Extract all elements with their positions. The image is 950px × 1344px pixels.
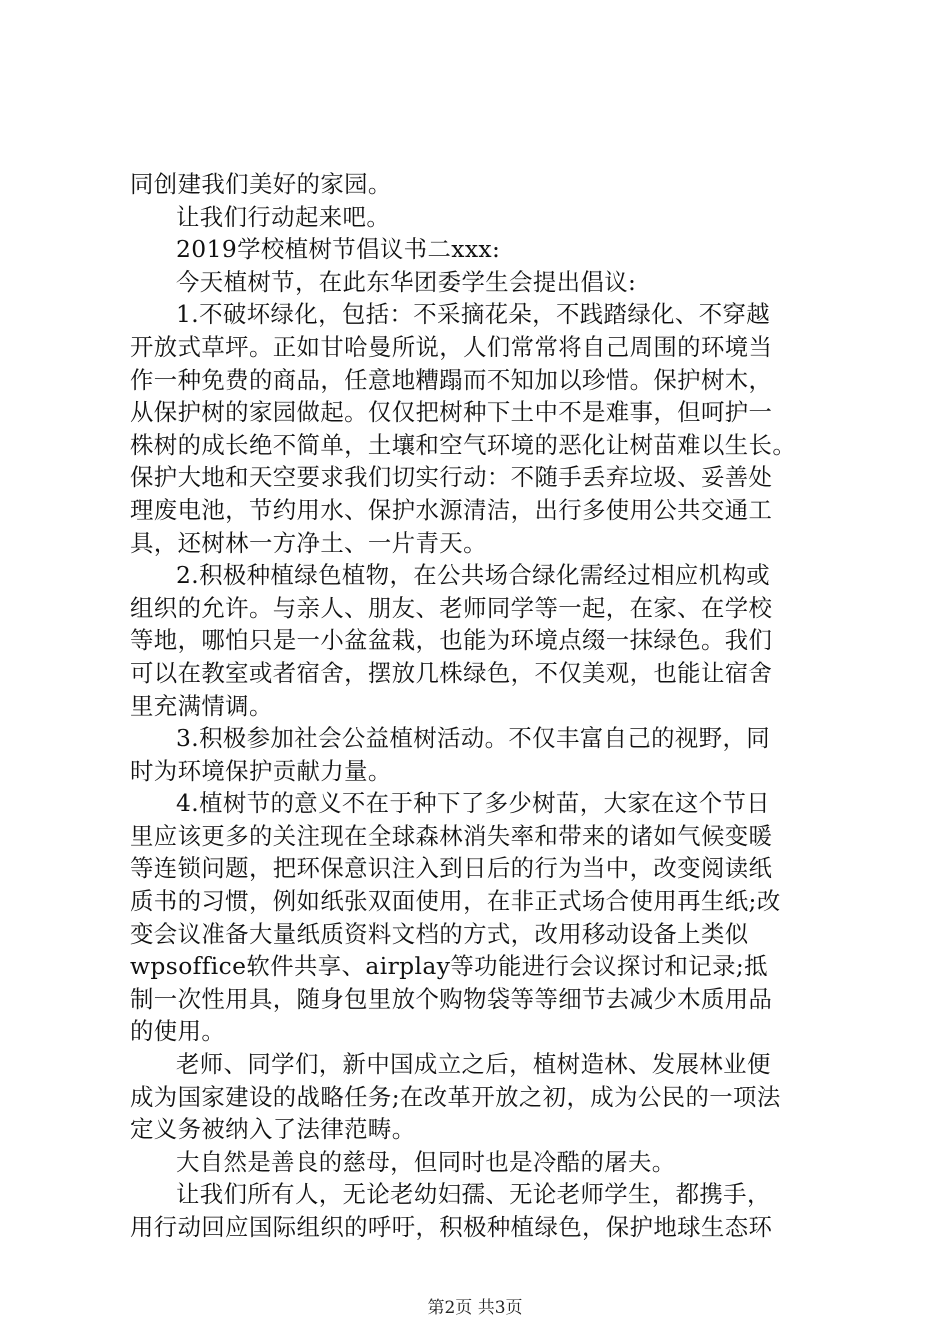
text-line: 4.植树节的意义不在于种下了多少树苗，大家在这个节日 — [176, 789, 771, 818]
page-footer: 第2页 共3页 — [427, 1298, 523, 1318]
text-line: 保护大地和天空要求我们切实行动：不随手丢弃垃圾、妥善处 — [130, 463, 773, 492]
text-line: 里充满情调。 — [130, 691, 273, 720]
text-line: 2.积极种植绿色植物，在公共场合绿化需经过相应机构或 — [176, 561, 771, 590]
text-line: 的使用。 — [130, 1017, 226, 1046]
text-line: 3.积极参加社会公益植树活动。不仅丰富自己的视野，同 — [176, 724, 771, 753]
text-line: 从保护树的家园做起。仅仅把树种下土中不是难事，但呵护一 — [130, 398, 773, 427]
text-line: 时为环境保护贡献力量。 — [130, 756, 392, 785]
text-line: wpsoffice软件共享、airplay等功能进行会议探讨和记录;抵 — [130, 952, 768, 981]
text-line: 制一次性用具，随身包里放个购物袋等等细节去减少木质用品 — [130, 984, 773, 1013]
text-line: 成为国家建设的战略任务;在改革开放之初，成为公民的一项法 — [130, 1082, 781, 1111]
text-line: 大自然是善良的慈母，但同时也是冷酷的屠夫。 — [176, 1147, 676, 1176]
text-line: 2019学校植树节倡议书二xxx: — [176, 235, 501, 264]
text-line: 用行动回应国际组织的呼吁，积极种植绿色，保护地球生态环 — [130, 1213, 773, 1241]
text-line: 里应该更多的关注现在全球森林消失率和带来的诸如气候变暖 — [130, 821, 773, 850]
text-line: 组织的允许。与亲人、朋友、老师同学等一起，在家、在学校 — [130, 593, 773, 622]
text-line: 等连锁问题，把环保意识注入到日后的行为当中，改变阅读纸 — [130, 854, 773, 883]
text-line: 株树的成长绝不简单，土壤和空气环境的恶化让树苗难以生长。 — [130, 430, 797, 459]
text-line: 具，还树林一方净土、一片青天。 — [130, 528, 487, 557]
text-line: 老师、同学们，新中国成立之后，植树造林、发展林业便 — [176, 1050, 771, 1079]
text-line: 让我们行动起来吧。 — [176, 202, 391, 231]
text-line: 定义务被纳入了法律范畴。 — [130, 1115, 416, 1144]
text-line: 变会议准备大量纸质资料文档的方式，改用移动设备上类似 — [130, 919, 749, 948]
text-line: 作一种免费的商品，任意地糟蹋而不知加以珍惜。保护树木， — [130, 365, 773, 394]
text-line: 今天植树节，在此东华团委学生会提出倡议: — [176, 267, 637, 296]
text-line: 同创建我们美好的家园。 — [130, 170, 392, 198]
text-line: 让我们所有人，无论老幼妇孺、无论老师学生，都携手， — [176, 1180, 771, 1209]
text-line: 理废电池，节约用水、保护水源清洁，出行多使用公共交通工 — [130, 495, 773, 524]
text-line: 等地，哪怕只是一小盆盆栽，也能为环境点缀一抹绿色。我们 — [130, 626, 773, 655]
text-line: 1.不破坏绿化，包括：不采摘花朵，不践踏绿化、不穿越 — [176, 300, 771, 329]
document-body — [130, 168, 840, 1244]
text-line: 可以在教室或者宿舍，摆放几株绿色，不仅美观，也能让宿舍 — [130, 658, 773, 687]
text-line: 质书的习惯，例如纸张双面使用，在非正式场合使用再生纸;改 — [130, 887, 781, 916]
text-line: 开放式草坪。正如甘哈曼所说，人们常常将自己周围的环境当 — [130, 332, 773, 361]
